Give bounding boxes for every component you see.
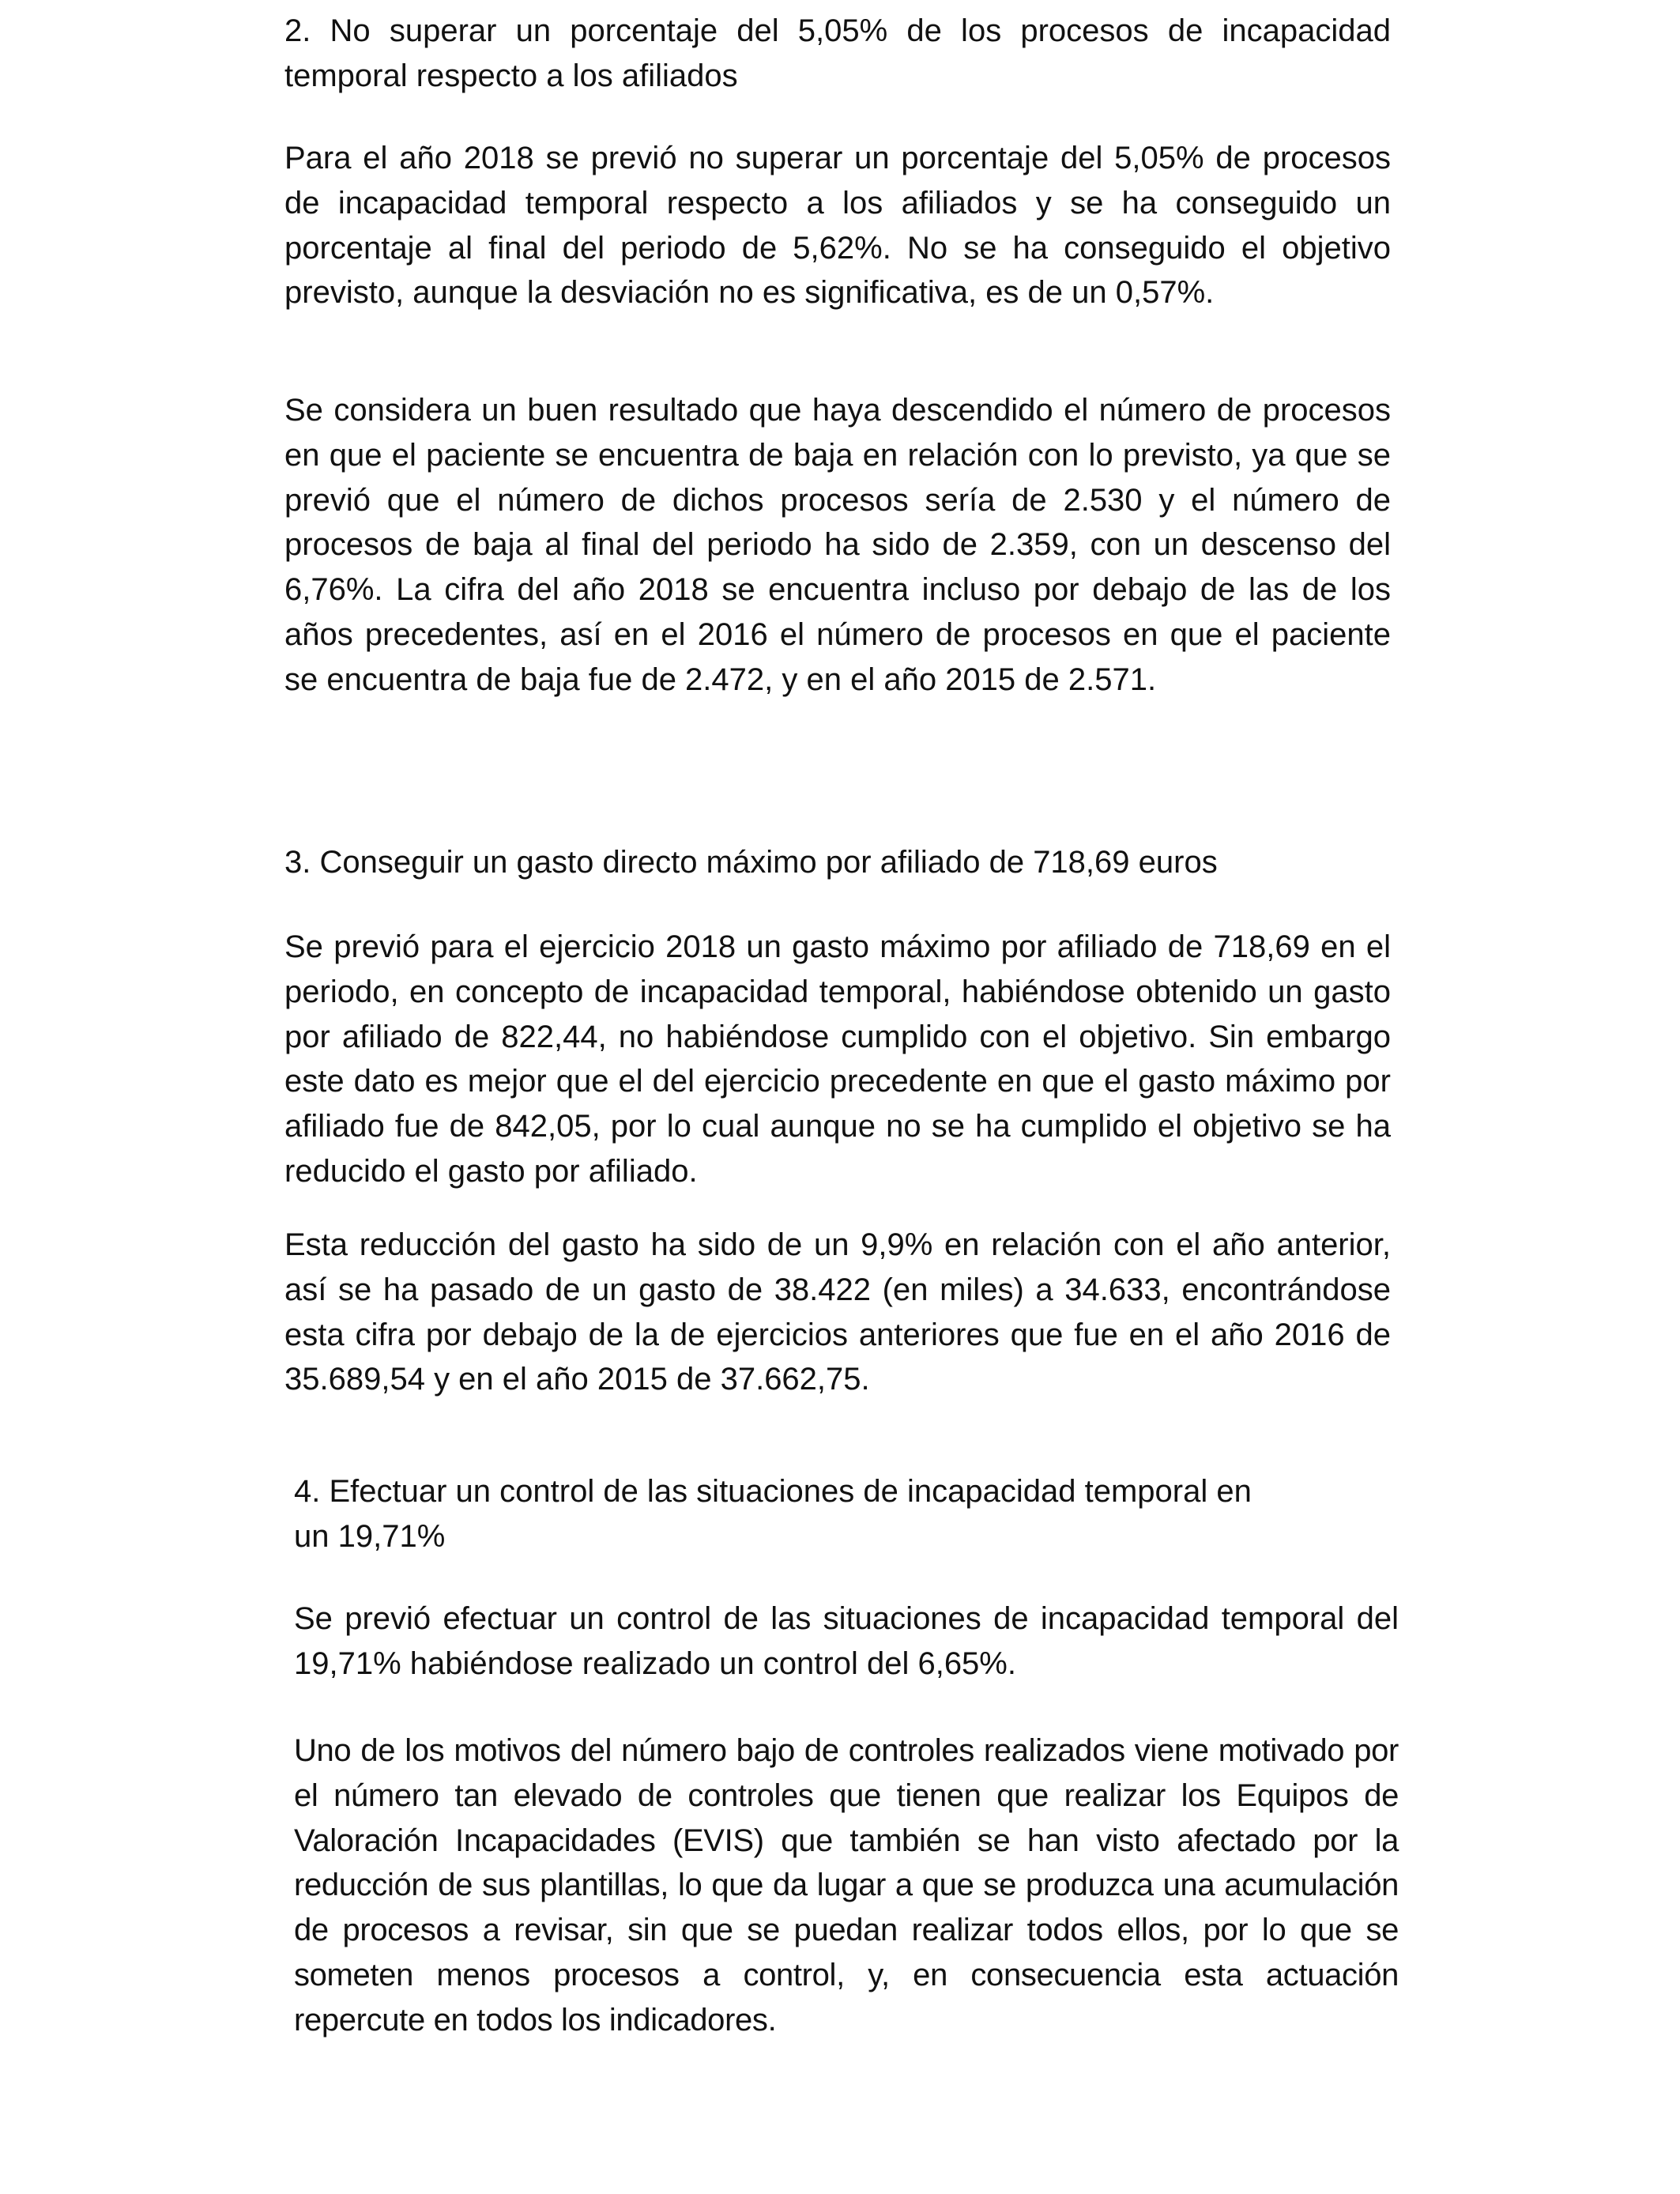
section-heading-4-line-2: un 19,71% xyxy=(294,1519,446,1554)
section-3-paragraph-2: Esta reducción del gasto ha sido de un 9,9% en relación con el año anterior, así se ha pasado de un gasto de 38.422 (en miles) a 34.633, encontrándose esta cifra por debajo de la de ejercicios anteriores que fue en el año 2016 de 35.689,54 y en el año 2015 de 37.662,75. xyxy=(284,1227,1391,1397)
section-2-paragraph-1: Para el año 2018 se previó no superar un porcentaje del 5,05% de procesos de incapacidad temporal respecto a los afiliados y se ha conseguido un porcentaje al final del periodo de 5,62%. No se ha conseguido el objetivo previsto, aunque la desviación no es significativa, es de un 0,57%. xyxy=(284,141,1391,311)
section-heading-4 xyxy=(294,1469,1416,1559)
section-2-paragraph-2: Se considera un buen resultado que haya descendido el número de procesos en que el paciente se encuentra de baja en relación con lo previsto, ya que se previó que el número de dichos procesos sería de 2.530 y el número de procesos de baja al final del periodo ha sido de 2.359, con un descenso del 6,76%. La cifra del año 2018 se encuentra incluso por debajo de las de los años precedentes, así en el 2016 el número de procesos en que el paciente se encuentra de baja fue de 2.472, y en el año 2015 de 2.571. xyxy=(284,393,1391,697)
section-heading-4-line-1: 4. Efectuar un control de las situaciones de incapacidad temporal en xyxy=(294,1474,1252,1509)
section-3-paragraph-1: Se previó para el ejercicio 2018 un gasto máximo por afiliado de 718,69 en el periodo, en concepto de incapacidad temporal, habiéndose obtenido un gasto por afiliado de 822,44, no habiéndose cumplido con el objetivo. Sin embargo este dato es mejor que el del ejercicio precedente en que el gasto máximo por afiliado fue de 842,05, por lo cual aunque no se ha cumplido el objetivo se ha reducido el gasto por afiliado. xyxy=(284,929,1391,1189)
section-heading-3: 3. Conseguir un gasto directo máximo por afiliado de 718,69 euros xyxy=(284,845,1218,880)
section-4-paragraph-1: Se previó efectuar un control de las situaciones de incapacidad temporal del 19,71% habiéndose realizado un control del 6,65%. xyxy=(294,1601,1399,1681)
section-4-paragraph-2: Uno de los motivos del número bajo de controles realizados viene motivado por el número tan elevado de controles que tienen que realizar los Equipos de Valoración Incapacidades (EVIS) que también se han visto afectado por la reducción de sus plantillas, lo que da lugar a que se produzca una acumulación de procesos a revisar, sin que se puedan realizar todos ellos, por lo que se someten menos procesos a control, y, en consecuencia esta actuación repercute en todos los indicadores. xyxy=(294,1733,1399,2038)
section-heading-2: 2. No superar un porcentaje del 5,05% de los procesos de incapacidad temporal respecto a los afiliados xyxy=(284,13,1391,93)
